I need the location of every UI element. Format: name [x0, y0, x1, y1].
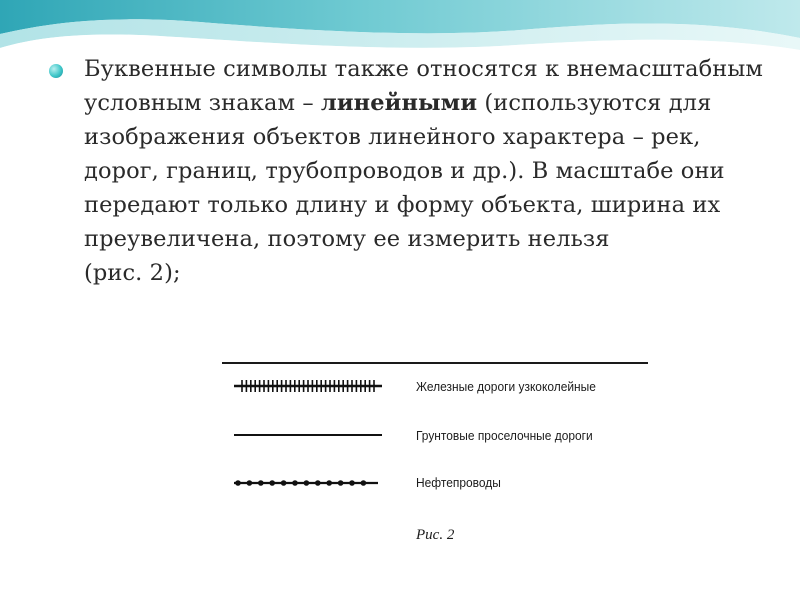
pipeline-dot: [349, 480, 355, 486]
paragraph-bold-term: линейными: [320, 90, 478, 116]
pipeline-dot: [281, 480, 287, 486]
figure-legend: [222, 362, 648, 552]
legend-label-pipeline: Нефтепроводы: [416, 475, 501, 490]
body-paragraph: [84, 52, 764, 290]
legend-label-dirt-road: Грунтовые проселочные дороги: [416, 428, 593, 443]
pipeline-dot: [304, 480, 310, 486]
paragraph-text-start: Буквенные символы также относятся к внемасштабным условным знакам –: [84, 56, 764, 116]
pipeline-dot: [258, 480, 264, 486]
legend-label-railway: Железные дороги узкоколейные: [416, 379, 596, 394]
figure-caption: Рис. 2: [416, 527, 455, 543]
pipeline-dot: [235, 480, 241, 486]
paragraph-text-end: (рис. 2);: [84, 260, 181, 286]
paragraph-text-middle: (используются для изображения объектов линейного характера – рек, дорог, границ, трубопроводов и др.). В масштабе они передают только длину и форму объекта, ширина их преувеличена, поэтому ее измерить нельзя: [84, 90, 725, 252]
pipeline-dot: [326, 480, 332, 486]
railway-narrow-gauge-symbol: [234, 380, 382, 392]
pipeline-dot: [361, 480, 367, 486]
pipeline-dot: [269, 480, 275, 486]
pipeline-dot: [292, 480, 298, 486]
pipeline-dot: [247, 480, 253, 486]
pipeline-dot: [338, 480, 344, 486]
pipeline-symbol: [234, 480, 378, 486]
circle-bullet-icon: [49, 64, 63, 78]
pipeline-dot: [315, 480, 321, 486]
